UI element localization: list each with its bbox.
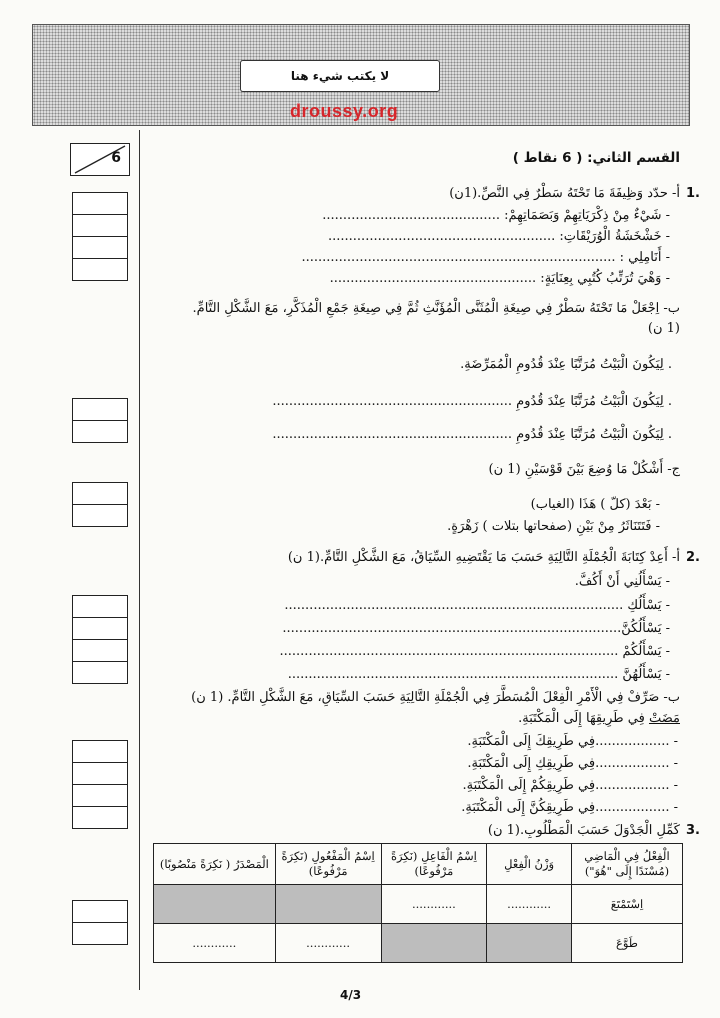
table-header-row bbox=[154, 844, 683, 885]
cell-shaded bbox=[275, 885, 381, 924]
q2a-item-4: - يَسْأَلُكُمْ .................................................................................. bbox=[279, 644, 670, 659]
header-active-participle: اِسْمُ الْفَاعِلِ (نَكِرَةً مَرْفُوعًا) bbox=[381, 844, 487, 885]
header-past-verb: الْفِعْلُ فِي الْمَاضِي (مُسْنَدًا إِلَى "هُوَ") bbox=[571, 844, 682, 885]
q2a-item-5: - يَسْأَلُهُنَّ ................................................................................ bbox=[287, 667, 670, 682]
cell-active-participle[interactable]: ............ bbox=[381, 885, 487, 924]
margin-divider bbox=[139, 130, 140, 990]
cell-shaded bbox=[154, 885, 276, 924]
q2b-sentence bbox=[518, 711, 680, 726]
do-not-write-notice: لا يكتب شيء هنا bbox=[240, 60, 440, 92]
q1-number: .1 bbox=[686, 186, 700, 201]
q2a-instruction: أ- أَعِدْ كِتَابَةَ الْجُمْلَةِ التَّالِيَةِ حَسَبَ مَا يَقْتَضِيهِ السِّيَاقُ، مَعَ الشَّكْلِ التَّامِّ.(1 ن) bbox=[287, 550, 680, 565]
cell-verb: طَوَّعَ bbox=[571, 924, 682, 963]
q3-instruction: كَمِّلِ الْجَدْوَلَ حَسَبَ الْمَطْلُوبِ.(1 ن) bbox=[487, 823, 680, 838]
q1b-points: (1 ن) bbox=[647, 321, 680, 336]
q2-number: .2 bbox=[686, 550, 700, 565]
section-title: القسم الثاني: ( 6 نقاط ) bbox=[512, 150, 680, 166]
score-value: 6 bbox=[111, 150, 121, 166]
mark-boxes-q1b bbox=[72, 398, 128, 443]
verb-derivation-table bbox=[153, 843, 683, 963]
q2b-item-1: - ..................فِي طَرِيقِكَ إِلَى الْمَكْتَبَةِ. bbox=[467, 734, 678, 749]
q1c-item-1: - بَعْدَ (كلّ ) هَذَا (الغياب) bbox=[530, 497, 660, 512]
header-passive-participle: اِسْمُ الْمَفْعُولِ (نَكِرَةً مَرْفُوعًا) bbox=[275, 844, 381, 885]
watermark: droussy.org bbox=[290, 101, 399, 121]
page-number: 4/3 bbox=[340, 988, 362, 1002]
q2a-item-3: - يَسْأَلُكُنَّ.................................................................................. bbox=[282, 621, 670, 636]
q1b-answer-line-1: . لِيَكُونَ الْبَيْتُ مُرَتَّبًا عِنْدَ قُدُومِ .......................................................... bbox=[272, 394, 672, 409]
cell-shaded bbox=[381, 924, 487, 963]
q1a-item-4: - وَهْيَ تُرَتِّبُ كُتُبِي بِعِنَايَةٍ: .................................................. bbox=[329, 271, 670, 286]
mark-boxes-q2a bbox=[72, 595, 128, 684]
q1a-instruction: أ- حدّد وَظِيفَةَ مَا تَحْتَهُ سَطْرٌ فِي النَّصِّ.(1ن) bbox=[449, 186, 680, 201]
mark-boxes-q2b bbox=[72, 740, 128, 829]
q1a-item-2: - خَشْخَشَةُ الْوُرَيْقَاتِ: ....................................................... bbox=[328, 229, 670, 244]
section-score-box bbox=[70, 143, 130, 176]
q2b-underlined-verb: مَضَتْ bbox=[648, 711, 680, 726]
mark-boxes-q3 bbox=[72, 900, 128, 945]
q1b-instruction: ب- اِجْعَلْ مَا تَحْتَهُ سَطْرٌ فِي صِيغَةِ الْمُثَنَّى الْمُؤَنَّثِ ثُمَّ فِي صِيغَةِ جَمْعِ الْمُذَكَّرِ، مَعَ الشَّكْلِ التَّامِّ. bbox=[192, 301, 680, 316]
cell-shaded bbox=[487, 924, 572, 963]
header-verb-weight: وَزْنُ الْفِعْلِ bbox=[487, 844, 572, 885]
q2b-item-4: - ..................فِي طَرِيقِكُنَّ إِلَى الْمَكْتَبَةِ. bbox=[461, 800, 678, 815]
q1b-sentence: . لِيَكُونَ الْبَيْتُ مُرَتَّبًا عِنْدَ قُدُومِ الْمُمَرِّضَةِ. bbox=[460, 357, 672, 372]
q3-number: .3 bbox=[686, 823, 700, 838]
q2b-item-2: - ..................فِي طَرِيقِكِ إِلَى الْمَكْتَبَةِ. bbox=[467, 756, 678, 771]
q1c-instruction: ج- أَشْكُلْ مَا وُضِعَ بَيْنَ قَوْسَيْنِ (1 ن) bbox=[488, 462, 680, 477]
cell-masdar[interactable]: ............ bbox=[154, 924, 276, 963]
q2b-item-3: - ..................فِي طَرِيقِكُمْ إِلَى الْمَكْتَبَةِ. bbox=[462, 778, 678, 793]
header-masdar: الْمَصْدَرُ ( نَكِرَةً مَنْصُوبًا) bbox=[154, 844, 276, 885]
q2b-sentence-rest: فِي طَرِيقِهَا إِلَى الْمَكْتَبَةِ. bbox=[518, 711, 645, 726]
cell-passive-participle[interactable]: ............ bbox=[275, 924, 381, 963]
q2a-item-2: - يَسْأَلُكِ .................................................................................. bbox=[284, 598, 670, 613]
mark-boxes-q1c bbox=[72, 482, 128, 527]
q2b-instruction: ب- صَرِّفْ فِي الْأَمْرِ الْفِعْلَ الْمُسَطَّرَ فِي الْجُمْلَةِ التَّالِيَةِ حَسَبَ السِّيَاقِ، مَعَ الشَّكْلِ التَّامِّ. (1 ن) bbox=[191, 690, 680, 705]
q2a-item-1: - يَسْأَلُنِي أَنْ أَكُفَّ. bbox=[574, 574, 670, 589]
cell-weight[interactable]: ............ bbox=[487, 885, 572, 924]
table-row bbox=[154, 924, 683, 963]
mark-boxes-q1a bbox=[72, 192, 128, 281]
q1a-item-1: - شَيْءٌ مِنْ ذِكْرَيَاتِهِمْ وَبَصَمَاتِهِمْ: ........................................... bbox=[322, 208, 670, 223]
cell-verb: اِسْتَمْتَعَ bbox=[571, 885, 682, 924]
table-row bbox=[154, 885, 683, 924]
q1b-answer-line-2: . لِيَكُونَ الْبَيْتُ مُرَتَّبًا عِنْدَ قُدُومِ .......................................................... bbox=[272, 427, 672, 442]
q1a-item-3: - أَنَامِلِي : ............................................................................ bbox=[301, 250, 670, 265]
q1c-item-2: - فَتَتَنَاثَرُ مِنْ بَيْنِ (صفحاتها بتلات ) زَهْرَةٍ. bbox=[447, 519, 660, 534]
